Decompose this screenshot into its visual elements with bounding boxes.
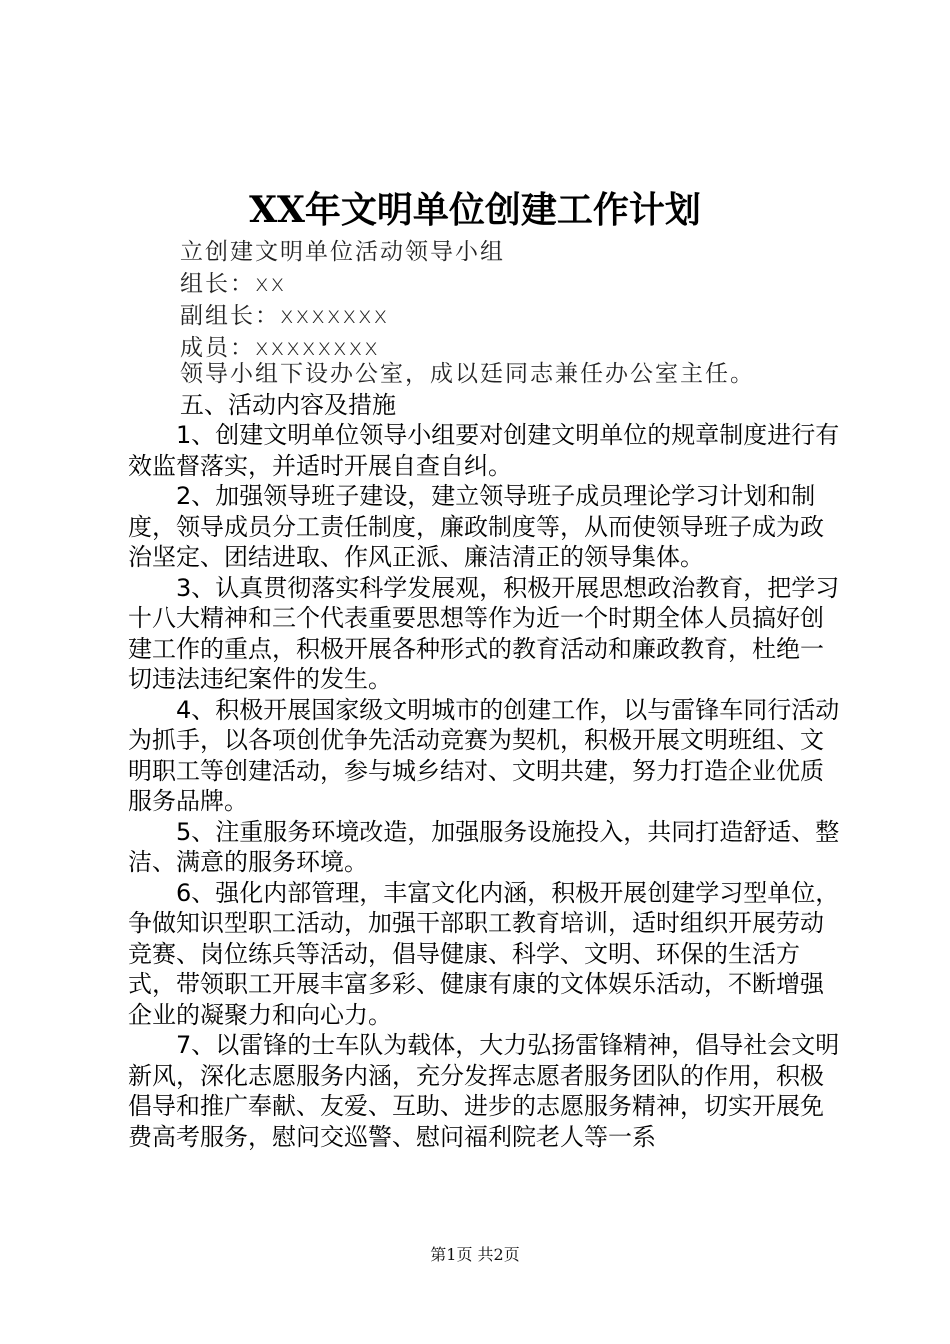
intro-line-leading-group: 立创建文明单位活动领导小组 [180, 239, 505, 265]
body-paragraphs [128, 420, 840, 1152]
page-footer: 第1页 共2页 [430, 1245, 520, 1264]
paragraph-6: 6、强化内部管理，丰富文化内涵，积极开展创建学习型单位，争做知识型职工活动，加强干部职工教育培训，适时组织开展劳动竞赛、岗位练兵等活动，倡导健康、科学、文明、环保的生活方式，带领职工开展丰富多彩、健康有康的文体娱乐活动，不断增强企业的凝聚力和向心力。 [128, 878, 840, 1029]
paragraph-2: 2、加强领导班子建设，建立领导班子成员理论学习计划和制度，领导成员分工责任制度，廉政制度等，从而使领导班子成为政治坚定、团结进取、作风正派、廉洁清正的领导集体。 [128, 482, 824, 571]
section-heading: 五、活动内容及措施 [180, 391, 396, 419]
intro-line-members: 成员：xxxxxxxx [180, 335, 380, 361]
intro-line-group-leader: 组长：xx [180, 271, 287, 297]
paragraph-4: 4、积极开展国家级文明城市的创建工作，以与雷锋车同行活动为抓手，以各项创优争先活动竞赛为契机，积极开展文明班组、文明职工等创建活动，参与城乡结对、文明共建，努力打造企业优质服务品牌。 [128, 695, 840, 815]
paragraph-7: 7、以雷锋的士车队为载体，大力弘扬雷锋精神，倡导社会文明新风，深化志愿服务内涵，充分发挥志愿者服务团队的作用，积极倡导和推广奉献、友爱、互助、进步的志愿服务精神，切实开展免费高考服务，慰问交巡警、慰问福利院老人等一系 [128, 1031, 840, 1151]
paragraph-1: 1、创建文明单位领导小组要对创建文明单位的规章制度进行有效监督落实，并适时开展自查自纠。 [128, 421, 840, 480]
intro-line-office: 领导小组下设办公室，成以廷同志兼任办公室主任。 [180, 361, 755, 387]
paragraph-5: 5、注重服务环境改造，加强服务设施投入，共同打造舒适、整洁、满意的服务环境。 [128, 817, 840, 876]
intro-line-deputy-leader: 副组长：xxxxxxx [180, 303, 390, 329]
paragraph-3: 3、认真贯彻落实科学发展观，积极开展思想政治教育，把学习十八大精神和三个代表重要思想等作为近一个时期全体人员搞好创建工作的重点，积极开展各种形式的教育活动和廉政教育，杜绝一切违法违纪案件的发生。 [128, 573, 840, 693]
document-title: XX年文明单位创建工作计划 [249, 189, 701, 231]
